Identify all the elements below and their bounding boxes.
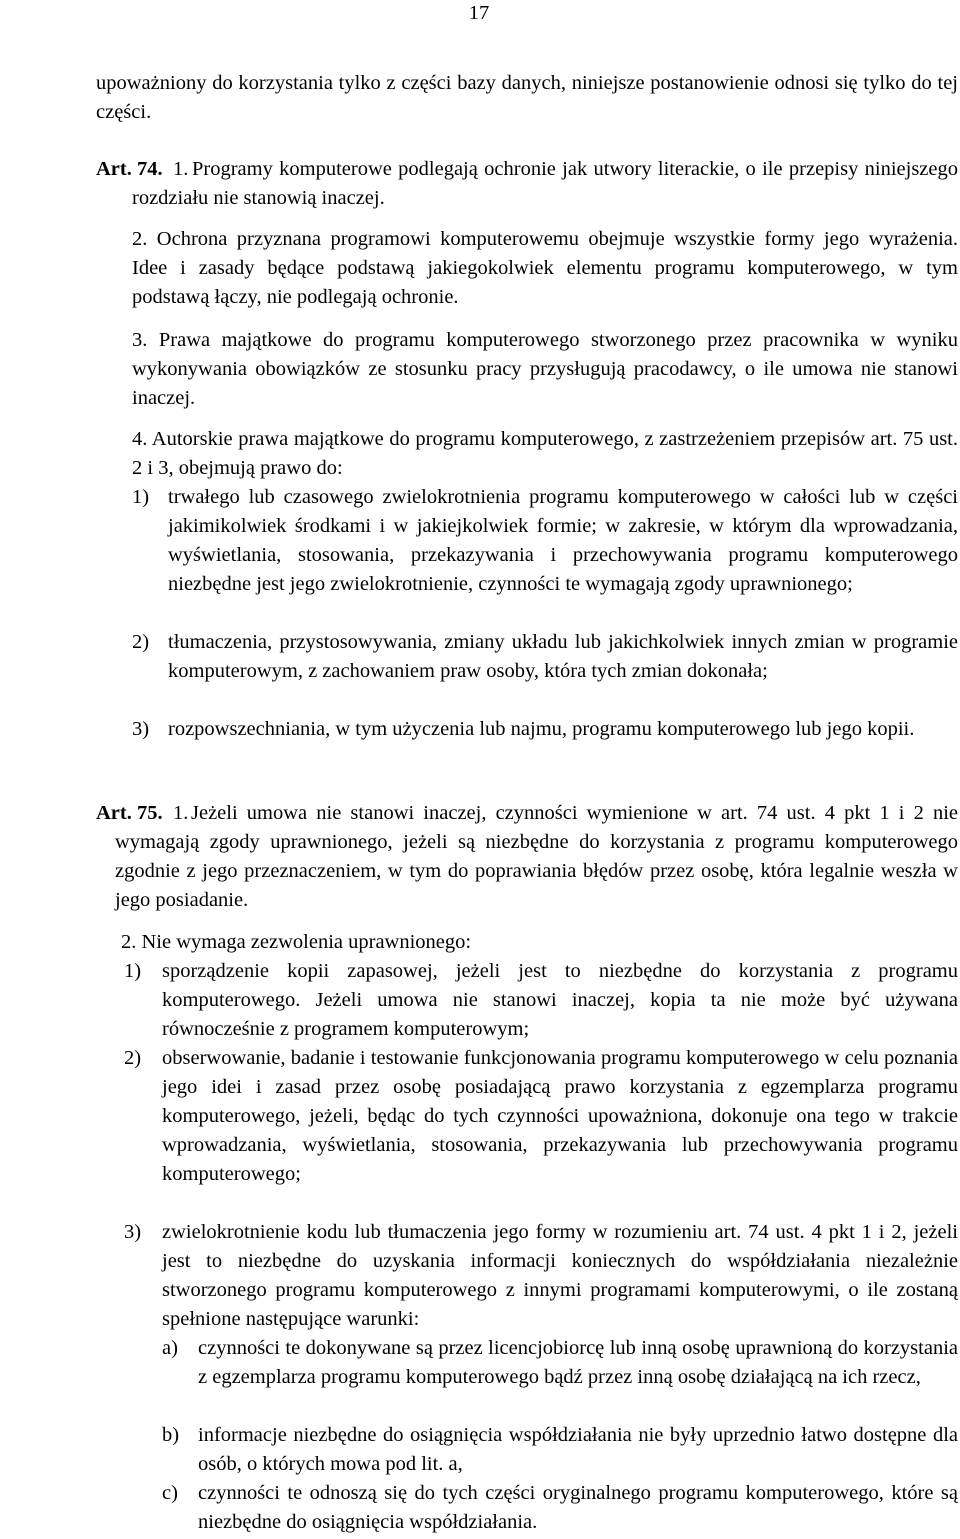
item-text: obserwowanie, badanie i testowanie funkcjonowania programu komputerowego w celu poznania jego idei i zasad przez osobę posiadającą prawo korzystania z egzemplarza programu komputerowego, jeżeli, będąc do tych czynności upoważniona, dokonuje ona tego w trakcie wprowadzania, wyświetlania, stosowania, przekazywania lub przechowywania programu komputerowego;: [162, 1047, 958, 1185]
art75-p2-item-2: [124, 1044, 958, 1218]
item-text: tłumaczenia, przystosowywania, zmiany układu lub jakichkolwiek innych zmian w programie komputerowym, z zachowaniem praw osoby, która tych zmian dokonała;: [168, 631, 958, 682]
art74-p4-item-1: [132, 483, 958, 628]
art75-p1-text: [115, 799, 958, 915]
art74-p2: 2. Ochrona przyznana programowi komputerowemu obejmuje wszystkie formy jego wyrażenia. Idee i zasady będące podstawą jakiegokolwiek elementu programu komputerowego, w tym podstawą łączy, nie podlegają ochronie.: [132, 228, 958, 308]
page-number: 17: [468, 2, 490, 24]
art74-p1-number: 1.: [173, 158, 189, 180]
item-label: 2): [132, 631, 150, 653]
art74-p3: 3. Prawa majątkowe do programu komputerowego stworzonego przez pracownika w wyniku wykonywania obowiązków ze stosunku pracy przysługują pracodawcy, o ile umowa nie stanowi inaczej.: [132, 329, 958, 409]
art74-p4-item-3: [132, 715, 958, 773]
sub-item-label: c): [162, 1482, 178, 1504]
item-label: 1): [132, 486, 150, 508]
art74-p1-text: [132, 155, 958, 213]
art75-sub-item-a: [162, 1334, 958, 1421]
sub-item-text: czynności te dokonywane są przez licencjobiorcę lub inną osobę uprawnioną do korzystania z egzemplarza programu komputerowego bądź przez inną osobę działającą na ich rzecz,: [198, 1337, 958, 1388]
art75-p1-number: 1.: [173, 802, 189, 824]
item-label: 1): [124, 960, 142, 982]
art75-p2-item-3: [124, 1218, 958, 1334]
art74-p1-body: Programy komputerowe podlegają ochronie jak utwory literackie, o ile przepisy niniejszego rozdziału nie stanowią inaczej.: [132, 158, 958, 209]
art75-sub-item-b: [162, 1421, 958, 1479]
art75-p2-item-1: [124, 957, 958, 1044]
art74-p4-item-2: [132, 628, 958, 715]
intro-paragraph: upoważniony do korzystania tylko z części bazy danych, niniejsze postanowienie odnosi się tylko do tej części.: [96, 72, 958, 123]
item-text: trwałego lub czasowego zwielokrotnienia programu komputerowego w całości lub w części jakimikolwiek środkami i w jakiejkolwiek formie; w zakresie, w którym dla wprowadzania, wyświetlania, stosowania, przekazywania i przechowywania programu komputerowego niezbędne jest jego zwielokrotnienie, czynności te wymagają zgody uprawnionego;: [168, 486, 958, 595]
sub-item-label: a): [162, 1337, 178, 1359]
item-label: 3): [132, 718, 150, 740]
art75-sub-item-c: [162, 1479, 958, 1537]
art74-p4: 4. Autorskie prawa majątkowe do programu komputerowego, z zastrzeżeniem przepisów art. 75 ust. 2 i 3, obejmują prawo do:: [132, 428, 958, 479]
item-text: zwielokrotnienie kodu lub tłumaczenia jego formy w rozumieniu art. 74 ust. 4 pkt 1 i 2, jeżeli jest to niezbędne do uzyskania informacji koniecznych do współdziałania niezależnie stworzonego programu komputerowego z innymi programami komputerowymi, o ile zostaną spełnione następujące warunki:: [162, 1221, 958, 1330]
item-label: 3): [124, 1221, 142, 1243]
art75-p2: 2. Nie wymaga zezwolenia uprawnionego:: [121, 931, 472, 953]
item-label: 2): [124, 1047, 142, 1069]
item-text: rozpowszechniania, w tym użyczenia lub najmu, programu komputerowego lub jego kopii.: [168, 718, 915, 740]
art74-label: Art. 74.: [96, 158, 163, 180]
sub-item-label: b): [162, 1424, 180, 1446]
art75-label: Art. 75.: [96, 802, 163, 824]
sub-item-text: czynności te odnoszą się do tych części oryginalnego programu komputerowego, które są niezbędne do osiągnięcia współdziałania.: [198, 1482, 958, 1533]
art75-p1-body: Jeżeli umowa nie stanowi inaczej, czynności wymienione w art. 74 ust. 4 pkt 1 i 2 nie wymagają zgody uprawnionego, jeżeli są niezbędne do korzystania z programu komputerowego zgodnie z jego przeznaczeniem, w tym do poprawiania błędów przez osobę, która legalnie weszła w jego posiadanie.: [115, 802, 958, 911]
item-text: sporządzenie kopii zapasowej, jeżeli jest to niezbędne do korzystania z programu komputerowego. Jeżeli umowa nie stanowi inaczej, kopia ta nie może być używana równocześnie z programem komputerowym;: [162, 960, 958, 1040]
sub-item-text: informacje niezbędne do osiągnięcia współdziałania nie były uprzednio łatwo dostępne dla osób, o których mowa pod lit. a,: [198, 1424, 958, 1475]
